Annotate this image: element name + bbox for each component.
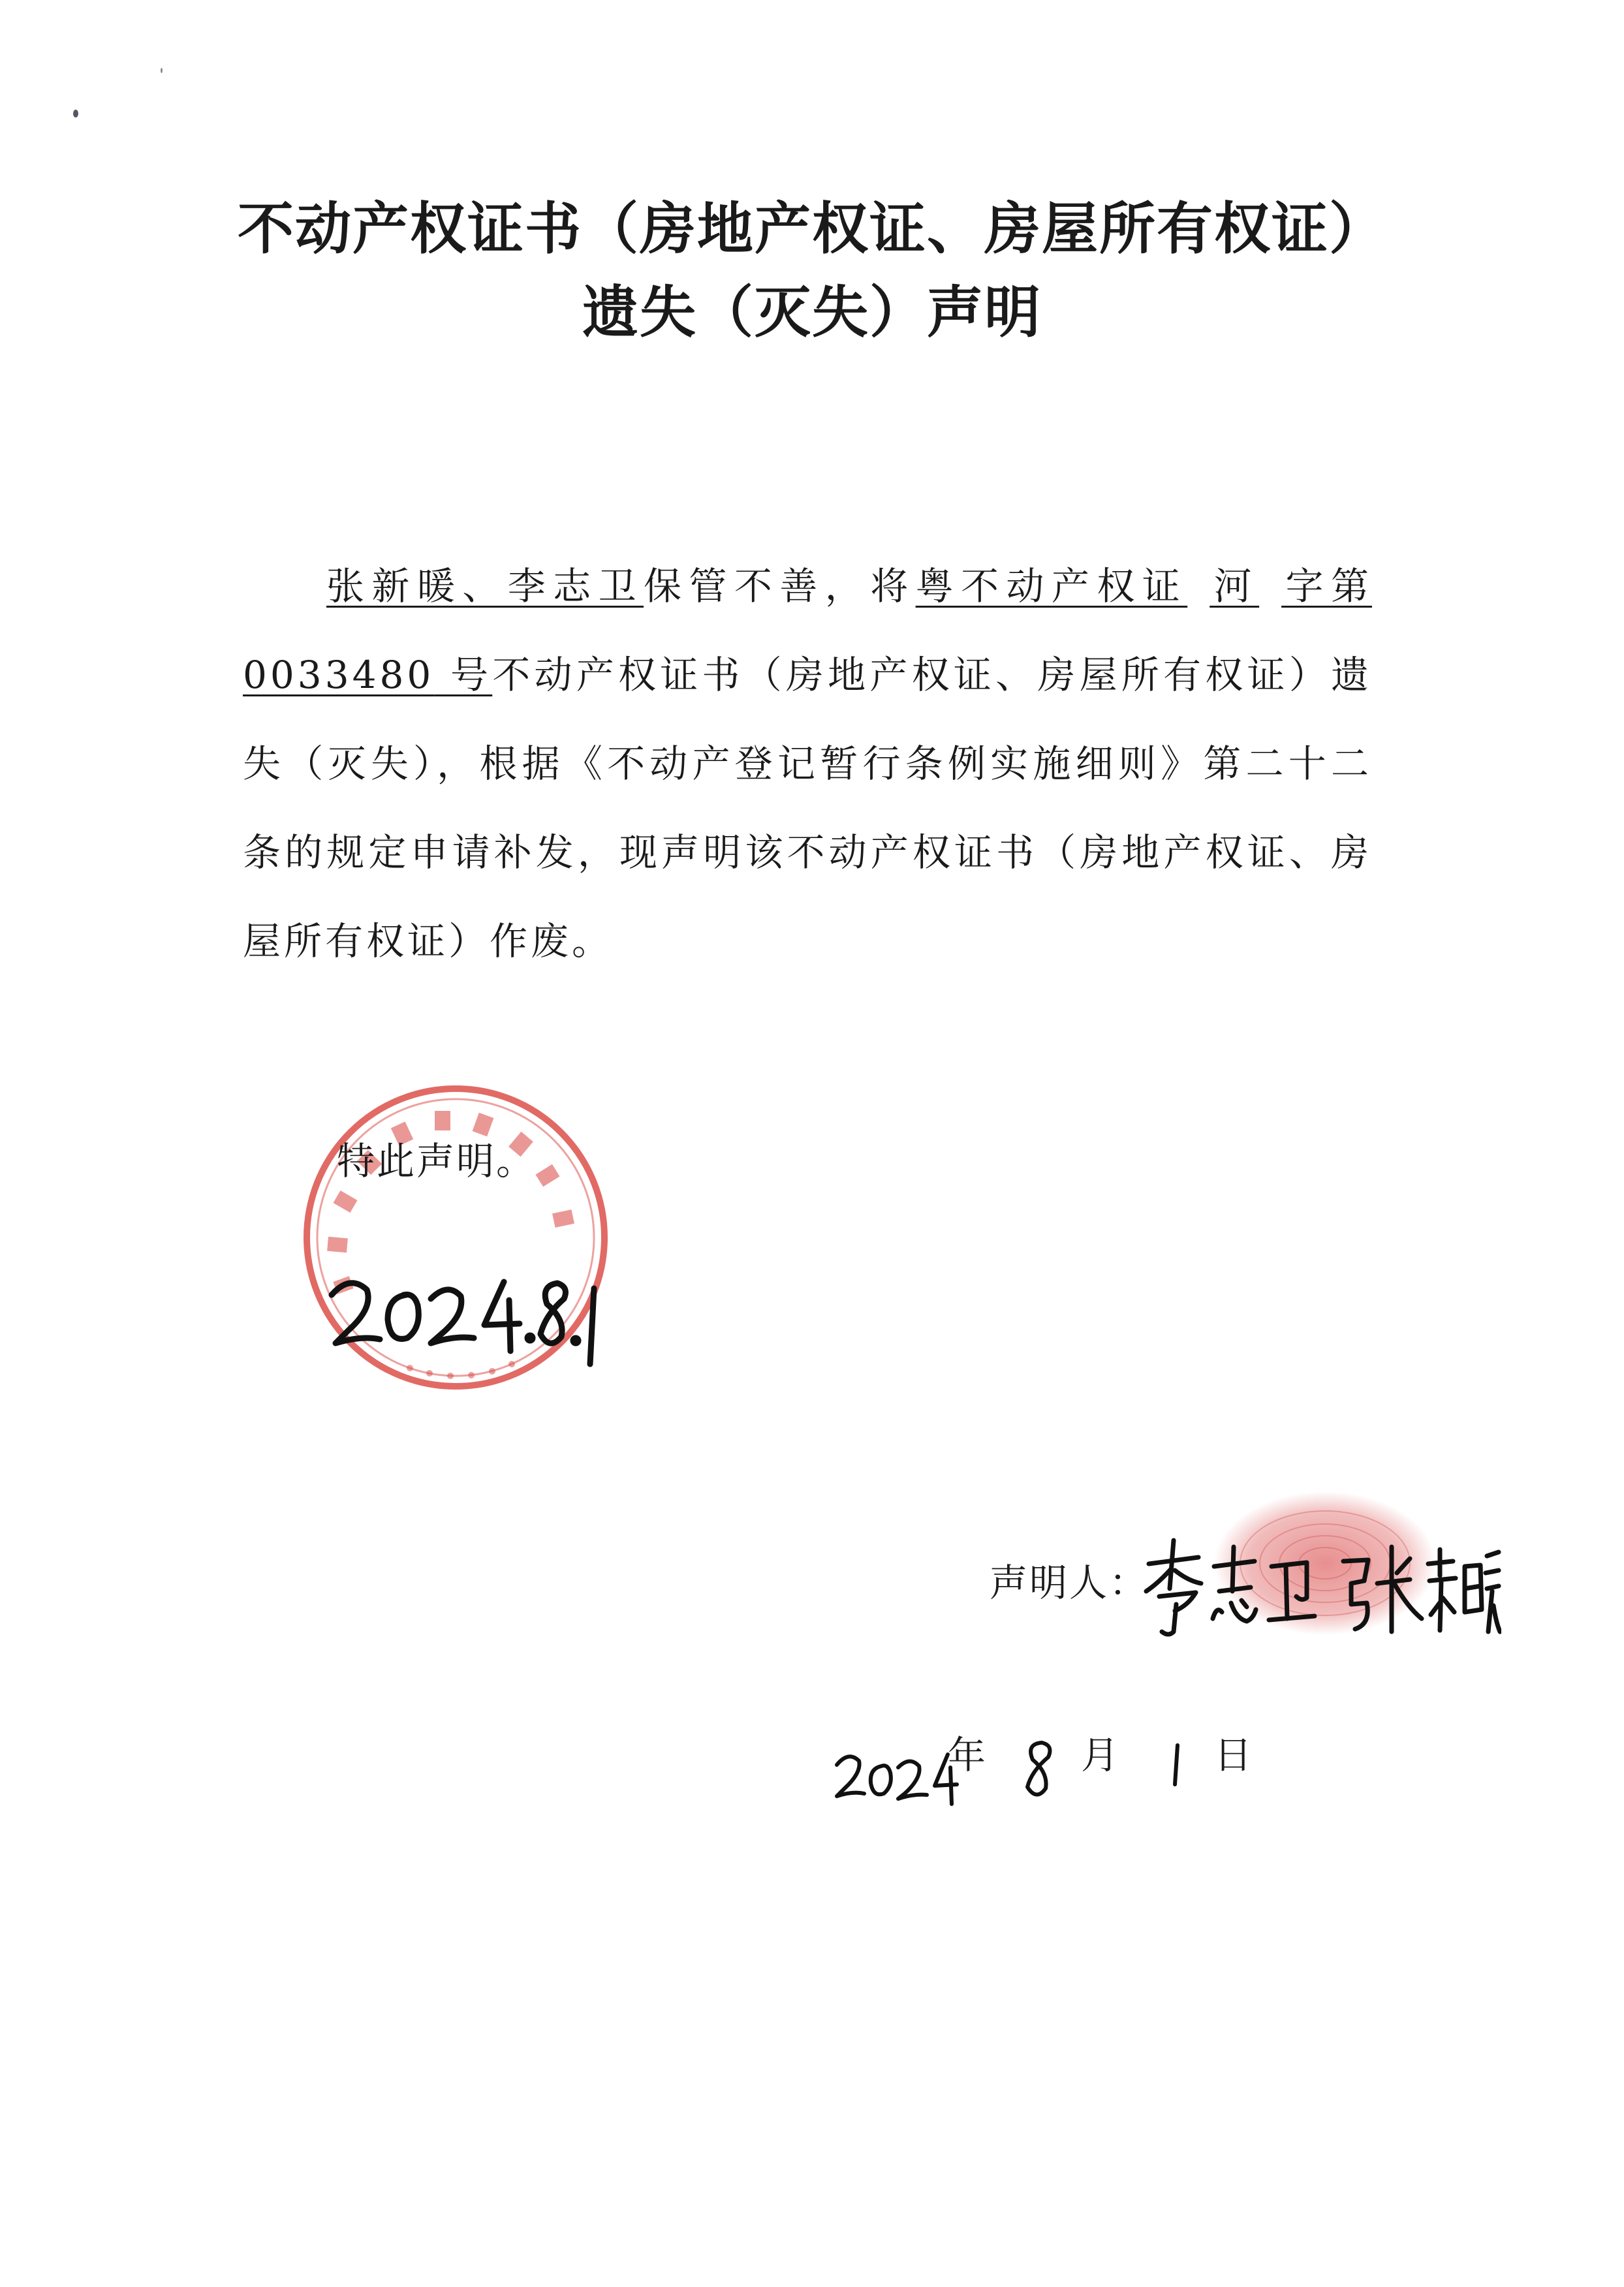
- date-day-char: 日: [1214, 1733, 1253, 1777]
- cert-zi: 字第: [1281, 564, 1372, 608]
- declarant-label: 声明人：: [990, 1561, 1149, 1605]
- declaration-body: [243, 542, 1372, 986]
- cert-area: 河: [1210, 564, 1260, 608]
- document-title-line-2: 遗失（灭失）声明: [582, 279, 1042, 345]
- document-title-line-1: 不动产权证书（房地产权证、房屋所有权证）: [238, 196, 1386, 262]
- owner-names: 张新暖、李志卫: [326, 564, 644, 608]
- closing-statement: 特此声明。: [337, 1139, 537, 1183]
- scan-speck: [73, 110, 78, 117]
- cert-prefix: 粤不动产权证: [915, 564, 1188, 608]
- cert-number: 0033480: [243, 653, 435, 697]
- date-month-char: 月: [1081, 1733, 1119, 1777]
- body-text-a: 保管不善，将: [644, 564, 916, 608]
- body-text-b: 不动产权证书（房地产权证、房屋所有权证）遗失（灭失），根据《不动产登记暂行条例实施细则》第二十二条的规定申请补发，现声明该不动产权证书（房地产权证、房屋所有权证）作废。: [243, 653, 1372, 963]
- scan-speck: [161, 68, 163, 73]
- handwritten-stamp-date: [320, 1252, 607, 1369]
- handwritten-signature: [1136, 1521, 1501, 1645]
- cert-hao: 号: [450, 653, 493, 697]
- date-year-char: 年: [948, 1733, 986, 1777]
- declaration-date: [833, 1713, 1290, 1811]
